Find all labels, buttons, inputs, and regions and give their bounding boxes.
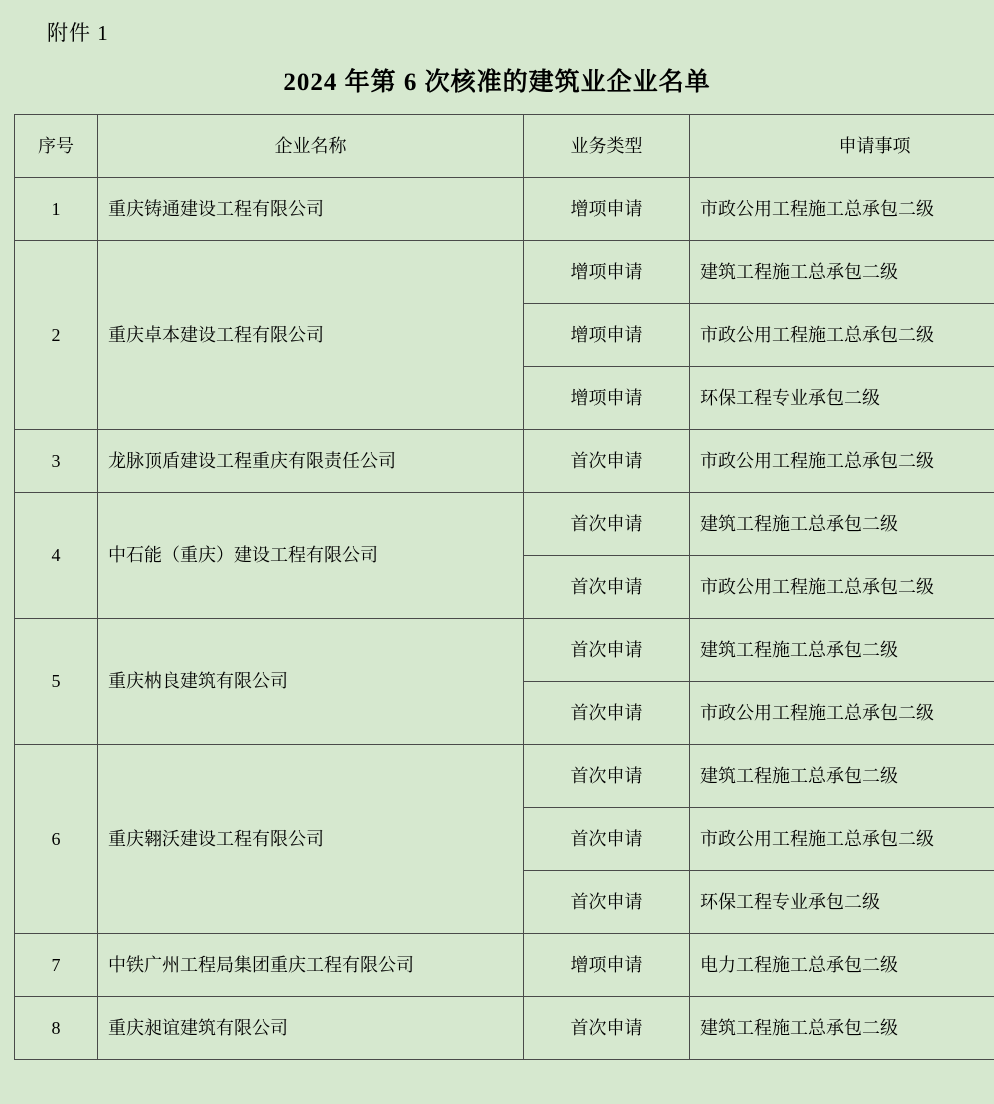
cell-business-type: 首次申请 (524, 493, 690, 556)
cell-business-type: 首次申请 (524, 871, 690, 934)
cell-seq: 2 (15, 241, 98, 430)
cell-seq: 6 (15, 745, 98, 934)
cell-enterprise-name: 中铁广州工程局集团重庆工程有限公司 (98, 934, 524, 997)
cell-seq: 8 (15, 997, 98, 1060)
column-header-name: 企业名称 (98, 115, 524, 178)
table-row (15, 241, 994, 304)
cell-enterprise-name: 中石能（重庆）建设工程有限公司 (98, 493, 524, 619)
cell-application-item: 环保工程专业承包二级 (690, 367, 994, 430)
cell-enterprise-name: 龙脉顶盾建设工程重庆有限责任公司 (98, 430, 524, 493)
table-row (15, 493, 994, 556)
cell-business-type: 增项申请 (524, 178, 690, 241)
cell-application-item: 市政公用工程施工总承包二级 (690, 682, 994, 745)
page-title: 2024 年第 6 次核准的建筑业企业名单 (283, 69, 711, 96)
cell-application-item: 建筑工程施工总承包二级 (690, 619, 994, 682)
cell-business-type: 首次申请 (524, 745, 690, 808)
cell-application-item: 市政公用工程施工总承包二级 (690, 556, 994, 619)
table-row (15, 430, 994, 493)
cell-application-item: 市政公用工程施工总承包二级 (690, 430, 994, 493)
table-header-row (15, 115, 994, 178)
column-header-seq: 序号 (15, 115, 98, 178)
table-row (15, 178, 994, 241)
cell-business-type: 首次申请 (524, 619, 690, 682)
table-body (15, 178, 994, 1060)
cell-seq: 5 (15, 619, 98, 745)
cell-seq: 4 (15, 493, 98, 619)
cell-business-type: 首次申请 (524, 808, 690, 871)
cell-application-item: 市政公用工程施工总承包二级 (690, 808, 994, 871)
table-row (15, 934, 994, 997)
attachment-label: 附件 1 (47, 21, 109, 45)
cell-application-item: 环保工程专业承包二级 (690, 871, 994, 934)
cell-application-item: 建筑工程施工总承包二级 (690, 241, 994, 304)
cell-business-type: 首次申请 (524, 997, 690, 1060)
cell-enterprise-name: 重庆翱沃建设工程有限公司 (98, 745, 524, 934)
column-header-type: 业务类型 (524, 115, 690, 178)
cell-business-type: 首次申请 (524, 556, 690, 619)
cell-application-item: 建筑工程施工总承包二级 (690, 493, 994, 556)
column-header-item: 申请事项 (690, 115, 994, 178)
cell-application-item: 市政公用工程施工总承包二级 (690, 304, 994, 367)
cell-application-item: 建筑工程施工总承包二级 (690, 997, 994, 1060)
cell-seq: 1 (15, 178, 98, 241)
cell-business-type: 首次申请 (524, 430, 690, 493)
cell-application-item: 市政公用工程施工总承包二级 (690, 178, 994, 241)
cell-seq: 7 (15, 934, 98, 997)
table-row (15, 619, 994, 682)
cell-business-type: 增项申请 (524, 241, 690, 304)
cell-business-type: 首次申请 (524, 682, 690, 745)
cell-seq: 3 (15, 430, 98, 493)
cell-enterprise-name: 重庆枘良建筑有限公司 (98, 619, 524, 745)
cell-enterprise-name: 重庆昶谊建筑有限公司 (98, 997, 524, 1060)
cell-application-item: 电力工程施工总承包二级 (690, 934, 994, 997)
cell-business-type: 增项申请 (524, 304, 690, 367)
table-row (15, 745, 994, 808)
table-header (15, 115, 994, 178)
cell-enterprise-name: 重庆卓本建设工程有限公司 (98, 241, 524, 430)
cell-business-type: 增项申请 (524, 367, 690, 430)
cell-enterprise-name: 重庆铸通建设工程有限公司 (98, 178, 524, 241)
table-row (15, 997, 994, 1060)
cell-application-item: 建筑工程施工总承包二级 (690, 745, 994, 808)
enterprise-approval-table (14, 114, 994, 1060)
cell-business-type: 增项申请 (524, 934, 690, 997)
